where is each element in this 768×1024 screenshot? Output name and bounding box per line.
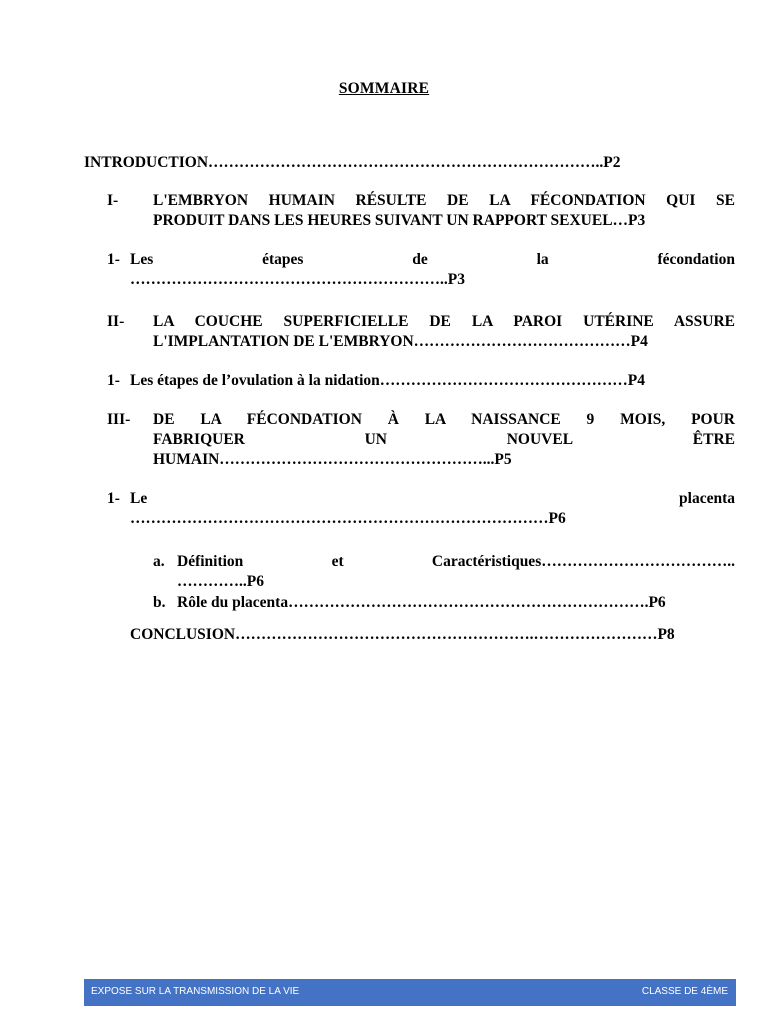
word: Les — [130, 251, 154, 268]
toc-section-3-line-1: DE LA FÉCONDATION À LA NAISSANCE 9 MOIS, POUR — [153, 411, 735, 428]
toc-section-3-sub-line-1 — [130, 489, 735, 509]
page-title: SOMMAIRE — [338, 80, 430, 97]
word: Le — [130, 490, 148, 507]
toc-section-1-sub-line-2: ……………………………………………………..P3 — [130, 271, 465, 288]
word: et — [331, 553, 344, 570]
word: de — [412, 251, 428, 268]
toc-section-2-sub-number: 1- — [107, 372, 120, 389]
footer-title: EXPOSE SUR LA TRANSMISSION DE LA VIE — [91, 986, 300, 997]
toc-section-2-number: II- — [107, 313, 125, 330]
toc-section-3-line-2 — [153, 430, 735, 450]
toc-section-1-number: I- — [107, 192, 119, 209]
toc-section-3-sub-number: 1- — [107, 490, 120, 507]
word: la — [536, 251, 549, 268]
toc-item-a-label: a. — [153, 553, 165, 570]
word: UN — [364, 431, 387, 448]
word: FABRIQUER — [153, 431, 245, 448]
toc-section-1-line-2: PRODUIT DANS LES HEURES SUIVANT UN RAPPORT SEXUEL…P3 — [153, 212, 646, 229]
page-footer — [84, 979, 736, 1006]
toc-conclusion: CONCLUSION………………………………………………….……………………P8 — [130, 626, 675, 643]
word: étapes — [262, 251, 304, 268]
footer-class-label: CLASSE DE 4ÈME — [641, 986, 728, 997]
toc-item-b-label: b. — [153, 594, 166, 611]
word: placenta — [679, 490, 735, 507]
toc-section-3-number: III- — [107, 411, 131, 428]
toc-section-2-line-2: L'IMPLANTATION DE L'EMBRYON……………………………………P4 — [153, 333, 648, 350]
toc-item-a-line-2: …………..P6 — [177, 573, 264, 590]
word: NOUVEL — [506, 431, 574, 448]
word: Définition — [177, 553, 244, 570]
toc-section-3-sub-line-2: ………………………………………………………………………P6 — [130, 510, 566, 527]
toc-section-1-line-1: L'EMBRYON HUMAIN RÉSULTE DE LA FÉCONDATION QUI SE — [153, 192, 735, 209]
word: fécondation — [657, 251, 735, 268]
word: ÊTRE — [692, 431, 735, 448]
toc-section-2-sub-line: Les étapes de l’ovulation à la nidation…………………………………………P4 — [130, 372, 645, 389]
toc-item-a-line-1 — [177, 552, 735, 572]
word: Caractéristiques……………………………….. — [431, 553, 735, 570]
toc-item-b-line: Rôle du placenta…………………………………………………………….P6 — [177, 594, 666, 611]
toc-section-3-line-3: HUMAIN……………………………………………...P5 — [153, 451, 512, 468]
toc-section-1-sub-line-1 — [130, 250, 735, 270]
toc-section-1-sub-number: 1- — [107, 251, 120, 268]
toc-section-2-line-1: LA COUCHE SUPERFICIELLE DE LA PAROI UTÉRINE ASSURE — [153, 313, 735, 330]
toc-introduction: INTRODUCTION…………………………………………………………………..P2 — [84, 154, 621, 171]
